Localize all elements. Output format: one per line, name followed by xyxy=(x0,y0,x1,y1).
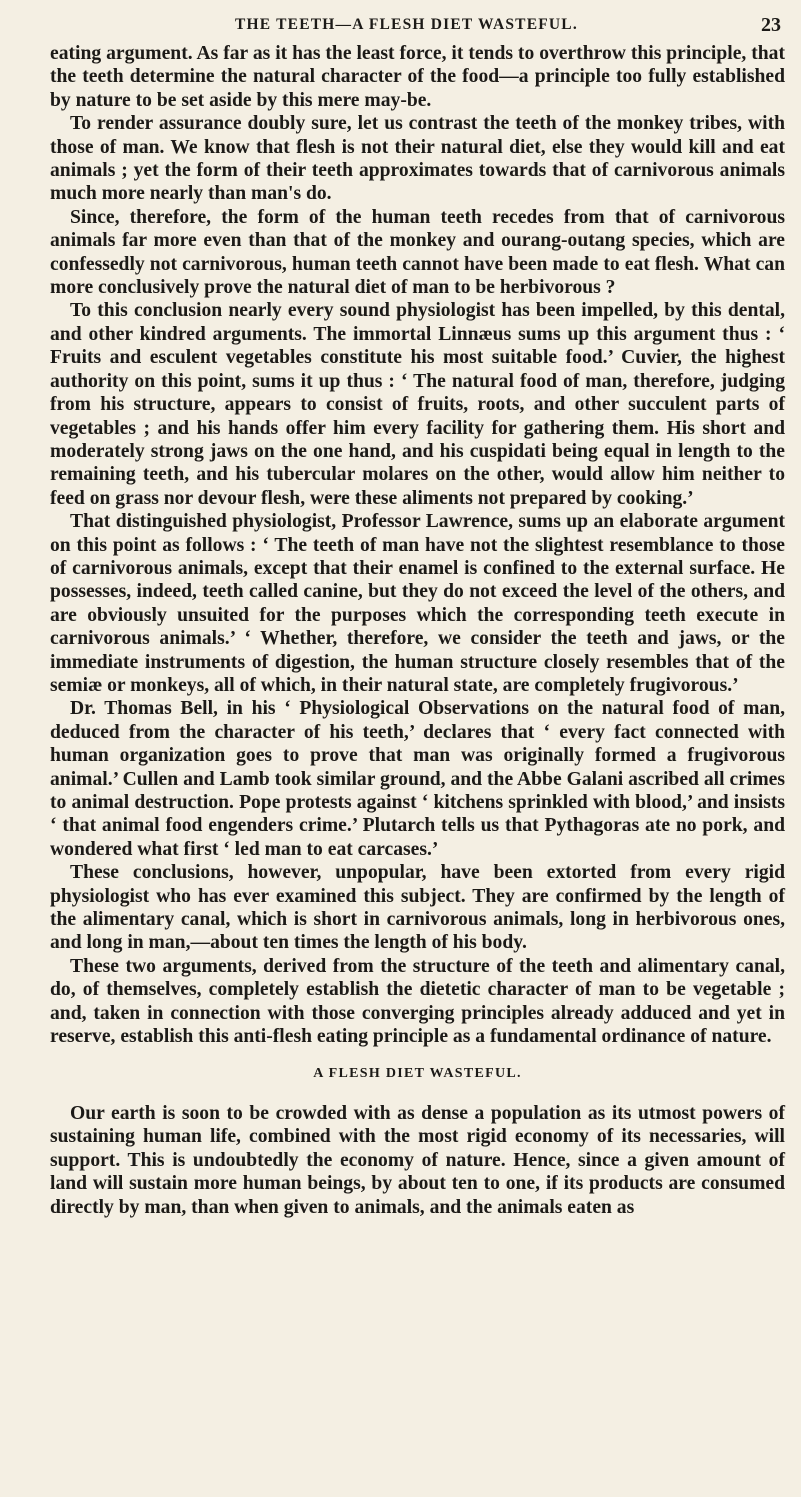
paragraph: To render assurance doubly sure, let us contrast the teeth of the monkey tribes, with those of man. We know that flesh is not their natural diet, else they would kill and eat animals ; yet the form of their teeth approximates towards that of carnivorous animals much more nearly than man's do. xyxy=(50,113,785,205)
page-number: 23 xyxy=(761,14,781,36)
running-head xyxy=(50,14,785,38)
paragraph: That distinguished physiologist, Professor Lawrence, sums up an elaborate argument on this point as follows : ‘ The teeth of man have not the slightest resemblance to those of carnivorous animals, except that their enamel is confined to the external surface. He possesses, indeed, teeth called canine, but they do not exceed the level of the others, and are obviously unsuited for the purposes which the corresponding teeth execute in carnivorous animals.’ ‘ Whether, therefore, we consider the teeth and jaws, or the immediate instruments of digestion, the human structure closely resembles that of the semiæ or monkeys, all of which, in their natural state, are completely frugivorous.’ xyxy=(50,511,785,696)
paragraph: These conclusions, however, unpopular, have been extorted from every rigid physiologist who has ever examined this subject. They are confirmed by the length of the alimentary canal, which is short in carnivorous animals, long in herbivorous ones, and long in man,—about ten times the length of his body. xyxy=(50,862,785,954)
paragraph: Since, therefore, the form of the human teeth recedes from that of carnivorous animals far more even than that of the monkey and ourang-outang species, which are confessedly not carnivorous, human teeth cannot have been made to eat flesh. What can more conclusively prove the natural diet of man to be herbivorous ? xyxy=(50,206,785,299)
section-heading: A FLESH DIET WASTEFUL. xyxy=(313,1066,522,1082)
paragraph: Our earth is soon to be crowded with as dense a population as its utmost powers of sustaining human life, combined with the most rigid economy of its necessaries, will support. This is undoubtedly the economy of nature. Hence, since a given amount of land will sustain more human beings, by about ten to one, if its products are consumed directly by man, than when given to animals, and the animals eaten as xyxy=(50,1102,785,1218)
body-text xyxy=(50,42,785,1219)
running-title: THE TEETH—A FLESH DIET WASTEFUL. xyxy=(235,16,578,33)
paragraph: To this conclusion nearly every sound physiologist has been impelled, by this dental, and other kindred arguments. The immortal Linnæus sums up this argument thus : ‘ Fruits and esculent vegetables constitute his most suitable food.’ Cuvier, the highest authority on this point, sums it up thus : ‘ The natural food of man, therefore, judging from his structure, appears to consist of fruits, roots, and other succulent parts of vegetables ; and his hands offer him every facility for gathering them. His short and moderately strong jaws on the one hand, and his cuspidati being equal in length to the remaining teeth, and his tubercular molares on the other, would allow him neither to feed on grass nor devour flesh, were these aliments not prepared by cooking.’ xyxy=(50,300,785,509)
paragraph-continued: eating argument. As far as it has the least force, it tends to overthrow this principle, that the teeth determine the natural character of the food—a principle too fully established by nature to be set aside by this mere may-be. xyxy=(50,43,785,111)
paragraph: Dr. Thomas Bell, in his ‘ Physiological Observations on the natural food of man, deduced from the character of his teeth,’ declares that ‘ every fact connected with human organization goes to prove that man was originally formed a frugivorous animal.’ Cullen and Lamb took similar ground, and the Abbe Galani ascribed all crimes to animal destruction. Pope protests against ‘ kitchens sprinkled with blood,’ and insists ‘ that animal food engenders crime.’ Plutarch tells us that Pythagoras ate no pork, and wondered what first ‘ led man to eat carcases.’ xyxy=(50,698,785,860)
paragraph: These two arguments, derived from the structure of the teeth and alimentary canal, do, of themselves, completely establish the dietetic character of man to be vegetable ; and, taken in connection with those converging principles already adduced and yet in reserve, establish this anti-flesh eating principle as a fundamental ordinance of nature. xyxy=(50,955,785,1048)
book-page xyxy=(50,14,785,1219)
